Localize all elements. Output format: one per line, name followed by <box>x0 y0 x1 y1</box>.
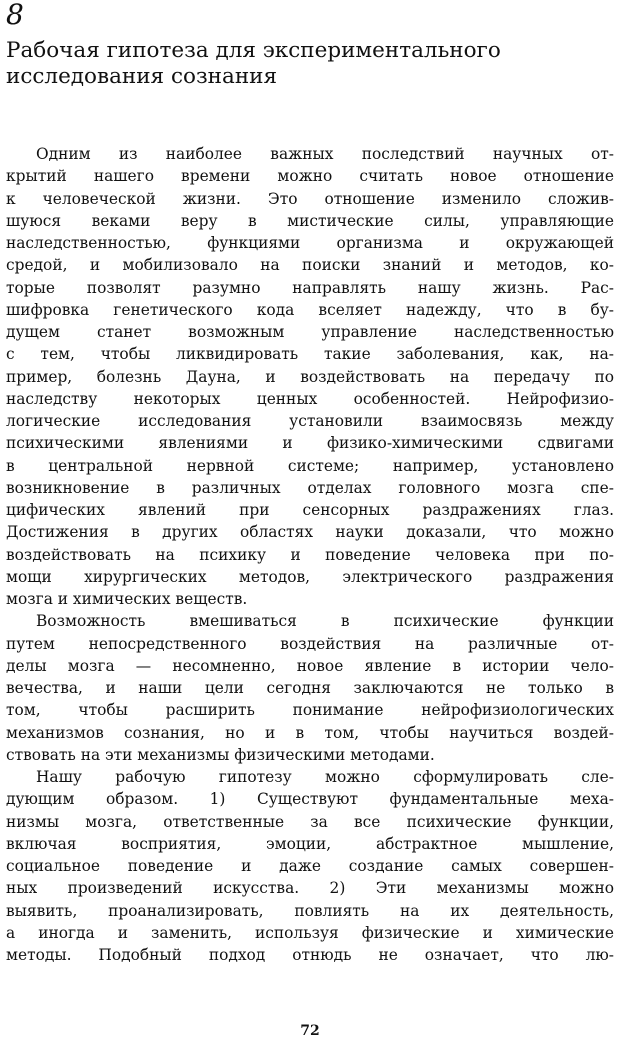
text-line: воздействовать на психику и поведение человека при по- <box>6 545 614 564</box>
text-line: Одним из наиболее важных последствий научных от- <box>36 145 614 163</box>
text-line: наследству некоторых ценных особенностей. Нейрофизио- <box>6 389 614 408</box>
text-line: торые позволят разумно направлять нашу жизнь. Рас- <box>6 278 614 297</box>
text-line: шифровка генетического кода вселяет надежду, что в бу- <box>6 300 614 319</box>
text-line: вечества, и наши цели сегодня заключаются не только в <box>6 679 614 697</box>
text-line: социальное поведение и даже создание самых совершен- <box>6 857 614 875</box>
chapter-title-line: Рабочая гипотеза для экспериментального <box>6 38 501 63</box>
text-line: психическими явлениями и физико-химическими сдвигами <box>6 434 614 453</box>
text-line: пример, болезнь Дауна, и воздействовать на передачу по <box>6 367 614 386</box>
text-line: крытий нашего времени можно считать новое отношение <box>6 167 614 186</box>
text-line: Нашу рабочую гипотезу можно сформулировать сле- <box>36 768 614 786</box>
text-line: возникновение в различных отделах головного мозга спе- <box>6 478 614 497</box>
text-line: механизмов сознания, но и в том, чтобы научиться воздей- <box>6 723 614 742</box>
chapter-title-line: исследования сознания <box>6 64 278 89</box>
text-line: мощи хирургических методов, электрического раздражения <box>6 567 614 586</box>
text-line: мозга и химических веществ. <box>6 590 248 608</box>
text-line: с тем, чтобы ликвидировать такие заболевания, как, на- <box>6 345 614 364</box>
text-line: средой, и мобилизовало на поиски знаний и методов, ко- <box>6 256 614 275</box>
text-line: цифических явлений при сенсорных раздражениях глаз. <box>6 501 614 519</box>
text-line: включая восприятия, эмоции, абстрактное мышление, <box>6 834 614 853</box>
text-line: дущем станет возможным управление наследственностью <box>6 323 614 341</box>
text-line: дующим образом. 1) Существуют фундаментальные меха- <box>6 790 614 809</box>
body-text <box>6 143 614 966</box>
paragraph <box>6 766 614 966</box>
paragraph <box>6 143 614 610</box>
text-line: том, чтобы расширить понимание нейрофизиологических <box>6 701 614 720</box>
text-line: путем непосредственного воздействия на различные от- <box>6 634 614 653</box>
text-line: Возможность вмешиваться в психические функции <box>36 612 614 631</box>
text-line: к человеческой жизни. Это отношение изменило сложив- <box>6 189 614 208</box>
text-line: методы. Подобный подход отнюдь не означает, что лю- <box>6 946 614 964</box>
page-number: 72 <box>300 1023 320 1039</box>
text-line: наследственностью, функциями организма и окружающей <box>6 234 614 252</box>
text-line: ных произведений искусства. 2) Эти механизмы можно <box>6 879 614 898</box>
text-line: логические исследования установили взаимосвязь между <box>6 412 614 430</box>
chapter-title <box>6 38 606 90</box>
text-line: Достижения в других областях науки доказали, что можно <box>6 523 614 542</box>
text-line: в центральной нервной системе; например, установлено <box>6 456 614 475</box>
chapter-number: 8 <box>6 0 24 31</box>
paragraph <box>6 610 614 766</box>
text-line: делы мозга — несомненно, новое явление в истории чело- <box>6 656 614 675</box>
text-line: а иногда и заменить, используя физические и химические <box>6 923 614 942</box>
text-line: низмы мозга, ответственные за все психические функции, <box>6 812 614 831</box>
text-line: ствовать на эти механизмы физическими методами. <box>6 745 435 764</box>
text-line: шуюся веками веру в мистические силы, управляющие <box>6 211 614 230</box>
text-line: выявить, проанализировать, повлиять на их деятельность, <box>6 901 614 920</box>
